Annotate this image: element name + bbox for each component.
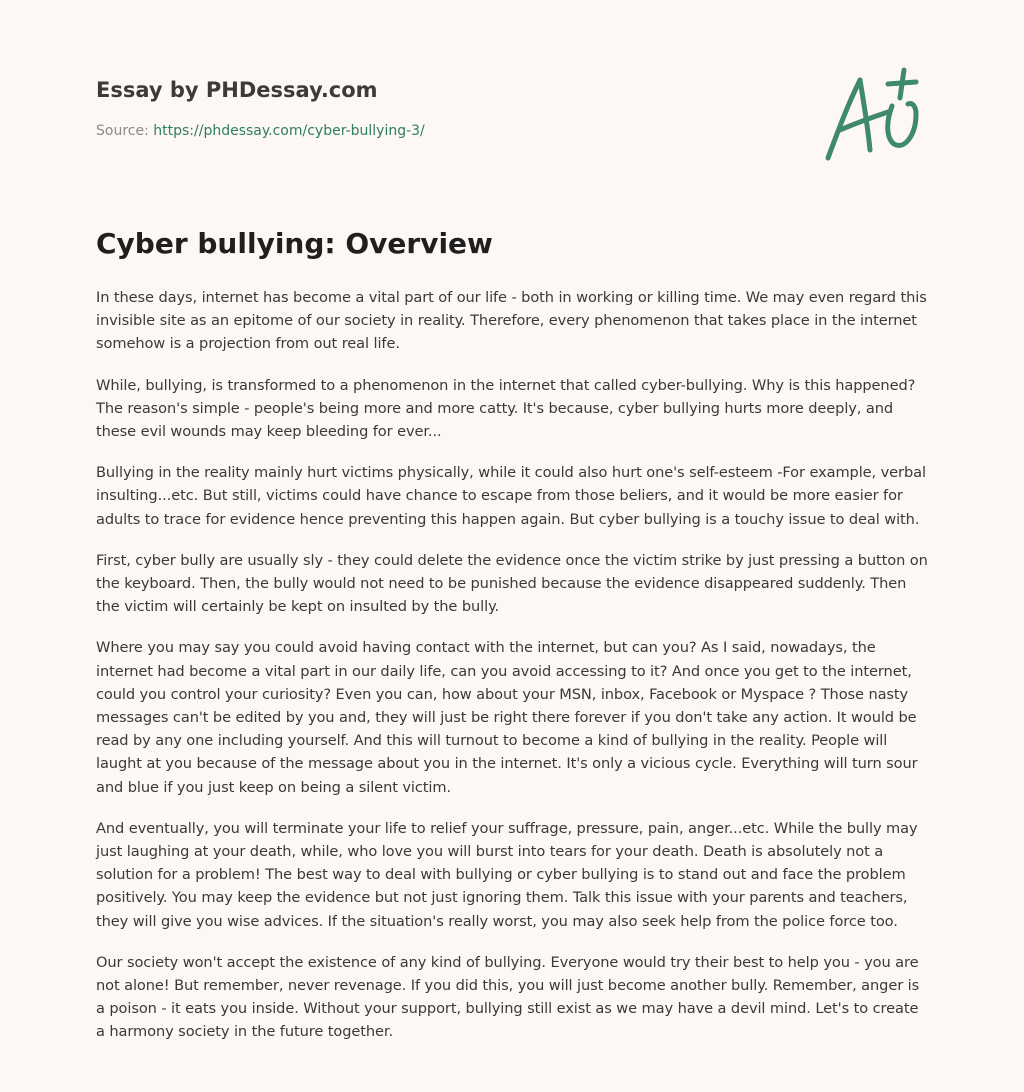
source-link[interactable]: https://phdessay.com/cyber-bullying-3/: [153, 123, 425, 139]
essay-paragraph: And eventually, you will terminate your life to relief your suffrage, pressure, pain, anger...etc. While the bully may just laughing at your death, while, who love you will burst into tears for your death. Death is absolutely not a solution for a problem! The best way to deal with bullying or cyber bullying is to stand out and face the problem positively. You may keep the evidence but not just ignoring them. Talk this issue with your parents and teachers, they will give you wise advices. If the situation's really worst, you may also seek help from the police force too.: [96, 819, 918, 930]
essay-paragraph: Where you may say you could avoid having contact with the internet, but can you? As I said, nowadays, the internet had become a vital part in our daily life, can you avoid accessing to it? And once you get to the internet, could you control your curiosity? Even you can, how about your MSN, inbox, Facebook or Myspace ? Those nasty messages can't be edited by you and, they will just be right there forever if you don't take any action. It would be read by any one including yourself. And this will turnout to become a kind of bullying in the reality. People will laught at you because of the message about you in the internet. It's only a vicious cycle. Everything will turn sour and blue if you just keep on being a silent victim.: [96, 639, 918, 796]
essay-paragraph: In these days, internet has become a vital part of our life - both in working or killing time. We may even regard this invisible site as an epitome of our society in reality. Therefore, every phenomenon that takes place in the internet somehow is a projection from out real life.: [96, 289, 927, 353]
essay-body: [96, 224, 930, 1062]
essay-paragraph: Our society won't accept the existence of any kind of bullying. Everyone would try their best to help you - you are not alone! But remember, never revenage. If you did this, you will just become another bully. Remember, anger is a poison - it eats you inside. Without your support, bullying still exist as we may have a devil mind. Let's to create a harmony society in the future together.: [96, 953, 920, 1041]
essay-paragraph: While, bullying, is transformed to a phenomenon in the internet that called cyber-bullying. Why is this happened? The reason's simple - people's being more and more catty. It's because, cyber bullying hurts more deeply, and these evil wounds may keep bleeding for ever...: [96, 376, 916, 441]
source-label: Source:: [96, 123, 149, 139]
site-title: Essay by PHDessay.com: [96, 78, 378, 102]
essay-header: [96, 76, 696, 141]
source-line: [96, 121, 696, 141]
essay-paragraph: First, cyber bully are usually sly - they could delete the evidence once the victim strike by just pressing a button on the keyboard. Then, the bully would not need to be punished because the evidence disappeared suddenly. Then the victim will certainly be kept on insulted by the bully.: [96, 551, 928, 616]
essay-paragraph: Bullying in the reality mainly hurt victims physically, while it could also hurt one's self-esteem -For example, verbal insulting...etc. But still, victims could have chance to escape from those beliers, and it would be more easier for adults to trace for evidence hence preventing this happen again. But cyber bullying is a touchy issue to deal with.: [96, 464, 926, 528]
a-plus-logo-icon: [820, 66, 930, 166]
essay-title: Cyber bullying: Overview: [96, 227, 493, 260]
